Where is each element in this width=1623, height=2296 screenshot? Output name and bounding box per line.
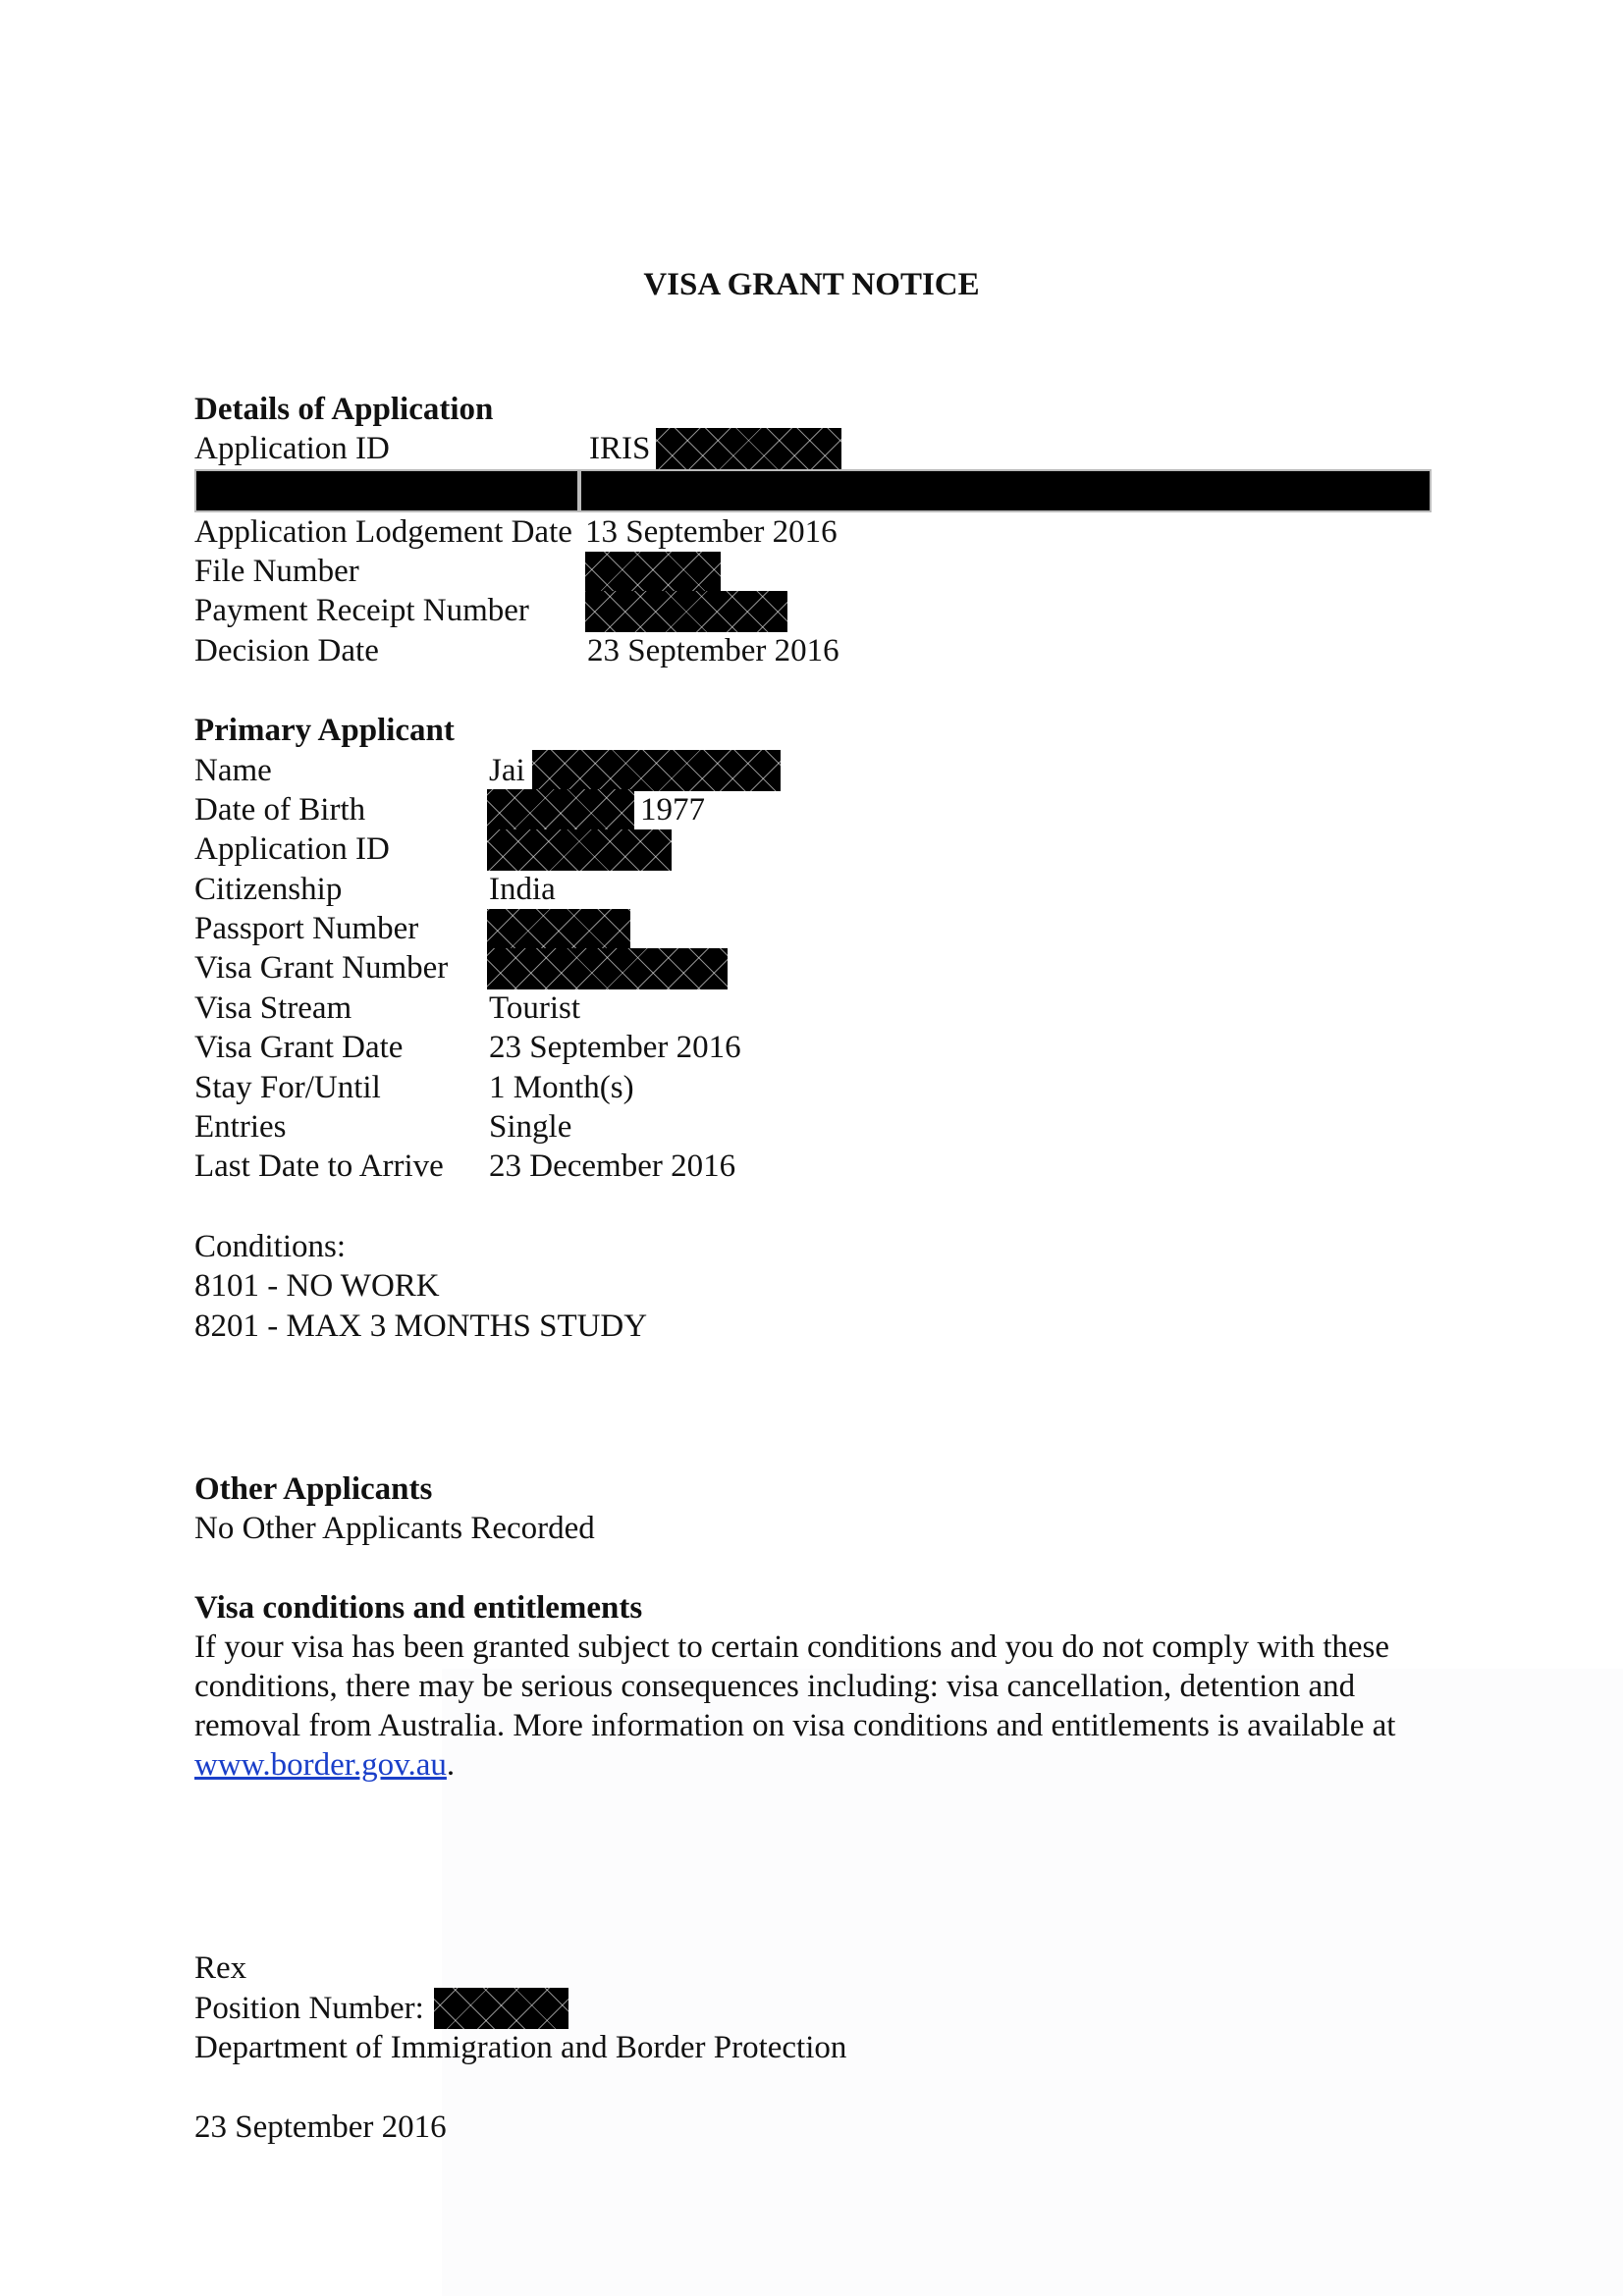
citizenship-value: India — [489, 872, 556, 907]
lodgement-date-value: 13 September 2016 — [585, 514, 838, 550]
redaction-block — [434, 1988, 568, 2029]
last-date-value: 23 December 2016 — [489, 1148, 736, 1184]
other-applicants-heading: Other Applicants — [194, 1471, 433, 1507]
file-number-label: File Number — [194, 554, 359, 589]
redaction-bar-right — [579, 469, 1432, 512]
visa-stream-label: Visa Stream — [194, 990, 352, 1026]
decision-date-label: Decision Date — [194, 633, 379, 668]
position-number-label: Position Number: — [194, 1991, 424, 2026]
condition-item: 8101 - NO WORK — [194, 1268, 440, 1304]
passport-number-label: Passport Number — [194, 911, 419, 946]
entitlements-period: . — [446, 1747, 456, 1783]
redaction-block — [487, 948, 728, 989]
name-label: Name — [194, 753, 272, 788]
other-applicants-text: No Other Applicants Recorded — [194, 1511, 595, 1546]
signatory-name: Rex — [194, 1950, 247, 1986]
entries-value: Single — [489, 1109, 572, 1145]
applicant-application-id-label: Application ID — [194, 831, 390, 867]
signoff-date: 23 September 2016 — [194, 2109, 447, 2145]
payment-receipt-label: Payment Receipt Number — [194, 593, 529, 628]
redaction-block — [656, 428, 841, 469]
visa-grant-number-label: Visa Grant Number — [194, 950, 449, 986]
application-id-label: Application ID — [194, 431, 390, 466]
application-id-value: IRIS — [589, 431, 651, 466]
redaction-block — [487, 789, 634, 830]
redaction-block — [585, 591, 787, 632]
lodgement-date-label: Application Lodgement Date — [194, 514, 572, 550]
condition-item: 8201 - MAX 3 MONTHS STUDY — [194, 1308, 648, 1344]
redaction-bar-left — [194, 469, 579, 512]
application-heading: Details of Application — [194, 392, 494, 427]
redaction-block — [487, 909, 630, 950]
stay-label: Stay For/Until — [194, 1070, 381, 1105]
primary-applicant-heading: Primary Applicant — [194, 713, 455, 748]
redaction-block — [585, 552, 721, 593]
decision-date-value: 23 September 2016 — [587, 633, 839, 668]
entitlements-heading: Visa conditions and entitlements — [194, 1590, 643, 1626]
department-name: Department of Immigration and Border Protection — [194, 2030, 847, 2065]
entitlements-paragraph — [194, 1628, 1461, 1785]
visa-stream-value: Tourist — [489, 990, 581, 1026]
document-title: VISA GRANT NOTICE — [643, 267, 980, 302]
dob-value: 1977 — [640, 792, 705, 828]
redaction-block — [532, 750, 781, 791]
citizenship-label: Citizenship — [194, 872, 343, 907]
visa-grant-date-value: 23 September 2016 — [489, 1030, 741, 1065]
last-date-label: Last Date to Arrive — [194, 1148, 444, 1184]
stay-value: 1 Month(s) — [489, 1070, 634, 1105]
entries-label: Entries — [194, 1109, 287, 1145]
redaction-block — [487, 829, 672, 871]
dob-label: Date of Birth — [194, 792, 366, 828]
conditions-heading: Conditions: — [194, 1229, 347, 1264]
entitlements-text: If your visa has been granted subject to certain conditions and you do not comply with these conditions, there may be serious consequences including: visa cancellation, detention and removal from Australia. More information on visa conditions and entitlements is available at — [194, 1629, 1396, 1743]
name-value: Jai — [489, 753, 525, 788]
border-website-link[interactable]: www.border.gov.au — [194, 1747, 447, 1783]
visa-grant-date-label: Visa Grant Date — [194, 1030, 404, 1065]
